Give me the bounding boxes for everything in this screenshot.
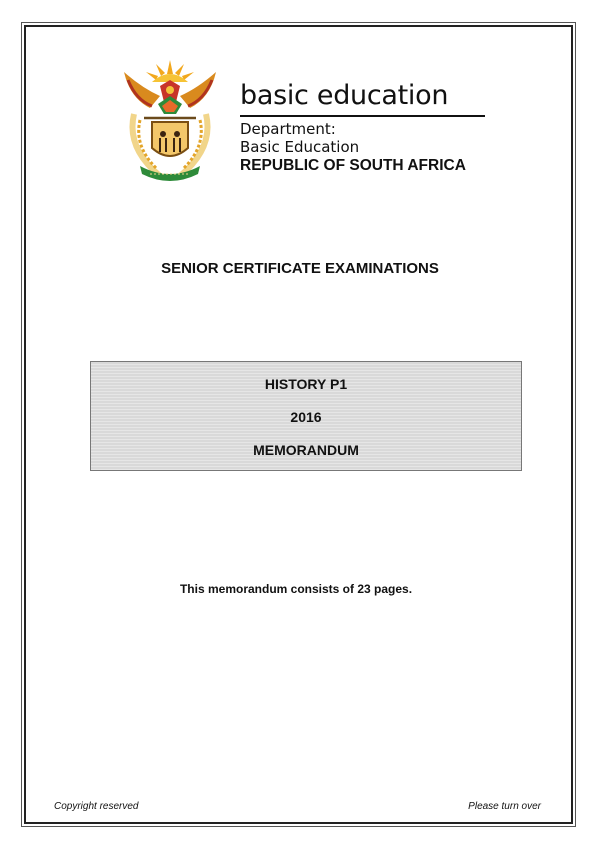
department-block (240, 78, 485, 175)
subject-box (90, 361, 522, 471)
exam-year: 2016 (290, 409, 322, 425)
department-title: basic education (240, 78, 485, 117)
subject-title: HISTORY P1 (264, 376, 348, 392)
country-name: REPUBLIC OF SOUTH AFRICA (240, 157, 466, 174)
page-count-note: This memorandum consists of 23 pages. (179, 582, 413, 596)
exam-heading: SENIOR CERTIFICATE EXAMINATIONS (161, 260, 439, 277)
coat-of-arms-icon (120, 58, 220, 183)
department-label: Department: (240, 120, 336, 138)
turn-over-footer: Please turn over (468, 801, 541, 812)
copyright-footer: Copyright reserved (54, 801, 139, 812)
document-type: MEMORANDUM (253, 442, 359, 458)
department-name: Basic Education (240, 138, 360, 156)
